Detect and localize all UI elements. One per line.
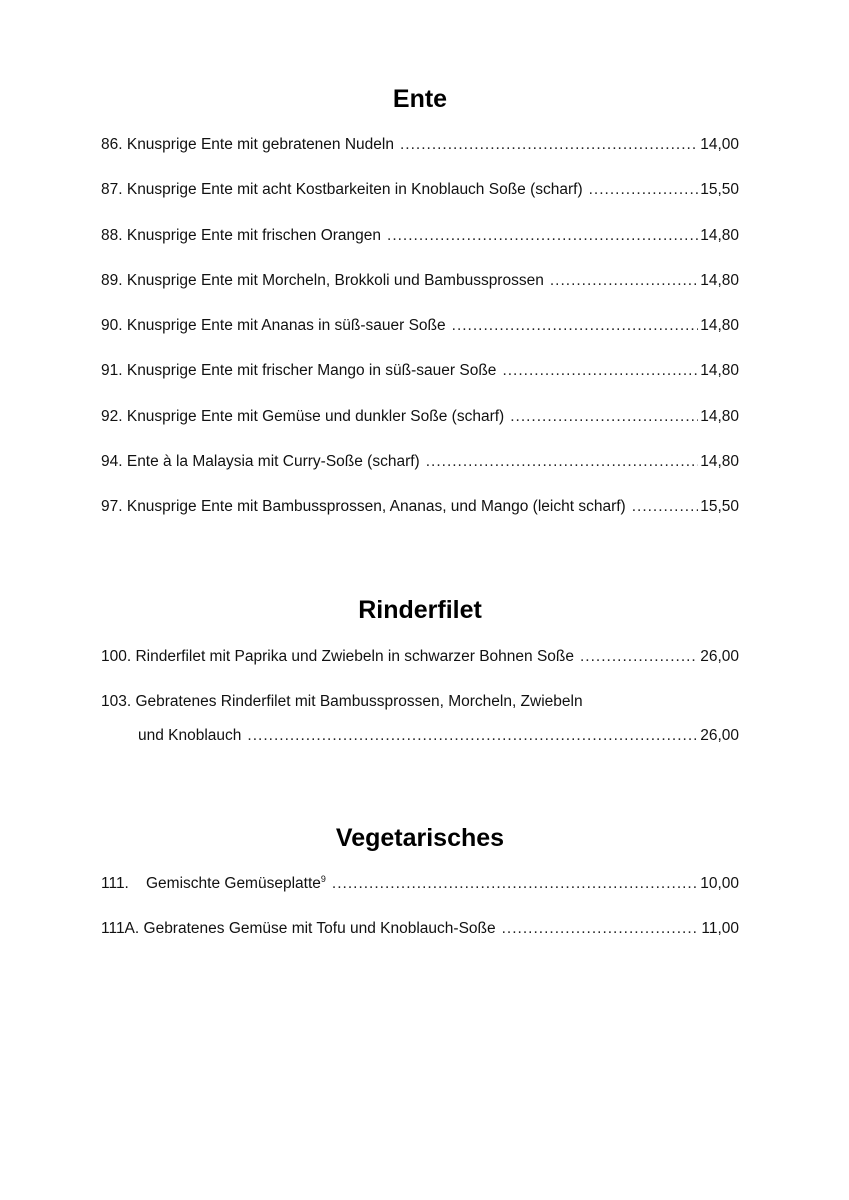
menu-item-name-line1: 103. Gebratenes Rinderfilet mit Bambussprossen, Morcheln, Zwiebeln — [101, 693, 583, 710]
section-title-vegetarisches: Vegetarisches — [335, 824, 505, 852]
menu-item-name: 97. Knusprige Ente mit Bambussprossen, Ananas, und Mango (leicht scharf) — [101, 498, 626, 515]
menu-item-111 — [101, 874, 739, 894]
menu-item-name: 89. Knusprige Ente mit Morcheln, Brokkoli und Bambussprossen — [101, 272, 544, 289]
menu-item-price: 10,00 — [700, 875, 739, 892]
menu-item-92 — [101, 407, 739, 427]
dot-leader — [332, 874, 698, 894]
menu-item-97 — [101, 497, 739, 517]
section-rinderfilet — [101, 595, 739, 625]
dot-leader — [502, 361, 698, 381]
menu-item-price: 14,80 — [700, 453, 739, 470]
menu-item-price: 26,00 — [700, 727, 739, 744]
menu-item-name: 88. Knusprige Ente mit frischen Orangen — [101, 227, 382, 244]
dot-leader — [510, 407, 698, 427]
section-vegetarisches — [101, 823, 739, 853]
menu-item-94 — [101, 452, 739, 472]
dot-leader — [426, 452, 698, 472]
menu-item-price: 14,80 — [700, 272, 739, 289]
menu-item-name: 100. Rinderfilet mit Paprika und Zwiebeln in schwarzer Bohnen Soße — [101, 648, 574, 665]
menu-item-name: 87. Knusprige Ente mit acht Kostbarkeiten in Knoblauch Soße (scharf) — [101, 181, 583, 198]
menu-item-price: 11,00 — [701, 920, 739, 937]
menu-item-price: 15,50 — [700, 181, 739, 198]
menu-item-100 — [101, 647, 739, 667]
menu-item-name: 92. Knusprige Ente mit Gemüse und dunkler Soße (scharf) — [101, 408, 505, 425]
menu-item-name: 94. Ente à la Malaysia mit Curry-Soße (scharf) — [101, 453, 420, 470]
dot-leader — [632, 497, 699, 517]
menu-item-price: 26,00 — [700, 648, 739, 665]
dot-leader — [550, 271, 698, 291]
menu-item-name-wrapper — [101, 874, 326, 894]
dot-leader — [580, 647, 698, 667]
menu-item-111a — [101, 919, 739, 939]
menu-item-name-line2: und Knoblauch — [138, 727, 242, 744]
section-title-rinderfilet: Rinderfilet — [358, 596, 482, 624]
menu-item-name: 91. Knusprige Ente mit frischer Mango in süß-sauer Soße — [101, 362, 497, 379]
menu-item-88 — [101, 226, 739, 246]
dot-leader — [400, 135, 698, 155]
dot-leader — [502, 919, 700, 939]
dot-leader — [247, 726, 698, 746]
footnote-marker: 9 — [320, 873, 326, 884]
menu-item-name: 86. Knusprige Ente mit gebratenen Nudeln — [101, 136, 394, 153]
menu-item-price: 14,80 — [700, 408, 739, 425]
menu-item-price: 14,80 — [700, 227, 739, 244]
menu-item-price: 14,80 — [700, 362, 739, 379]
menu-item-name: Gemischte Gemüseplatte — [146, 875, 321, 892]
section-ente — [101, 84, 739, 114]
menu-item-89 — [101, 271, 739, 291]
menu-item-price: 15,50 — [700, 498, 739, 515]
dot-leader — [387, 226, 698, 246]
section-title-ente: Ente — [392, 85, 448, 113]
dot-leader — [452, 316, 699, 336]
menu-item-103 — [101, 692, 739, 746]
menu-item-name: 90. Knusprige Ente mit Ananas in süß-sauer Soße — [101, 317, 446, 334]
menu-item-86 — [101, 135, 739, 155]
menu-item-90 — [101, 316, 739, 336]
dot-leader — [589, 180, 699, 200]
menu-item-number: 111. — [101, 875, 129, 892]
menu-item-87 — [101, 180, 739, 200]
menu-item-price: 14,00 — [700, 136, 739, 153]
menu-item-name: 111A. Gebratenes Gemüse mit Tofu und Knoblauch-Soße — [101, 920, 496, 937]
menu-item-91 — [101, 361, 739, 381]
menu-item-price: 14,80 — [700, 317, 739, 334]
